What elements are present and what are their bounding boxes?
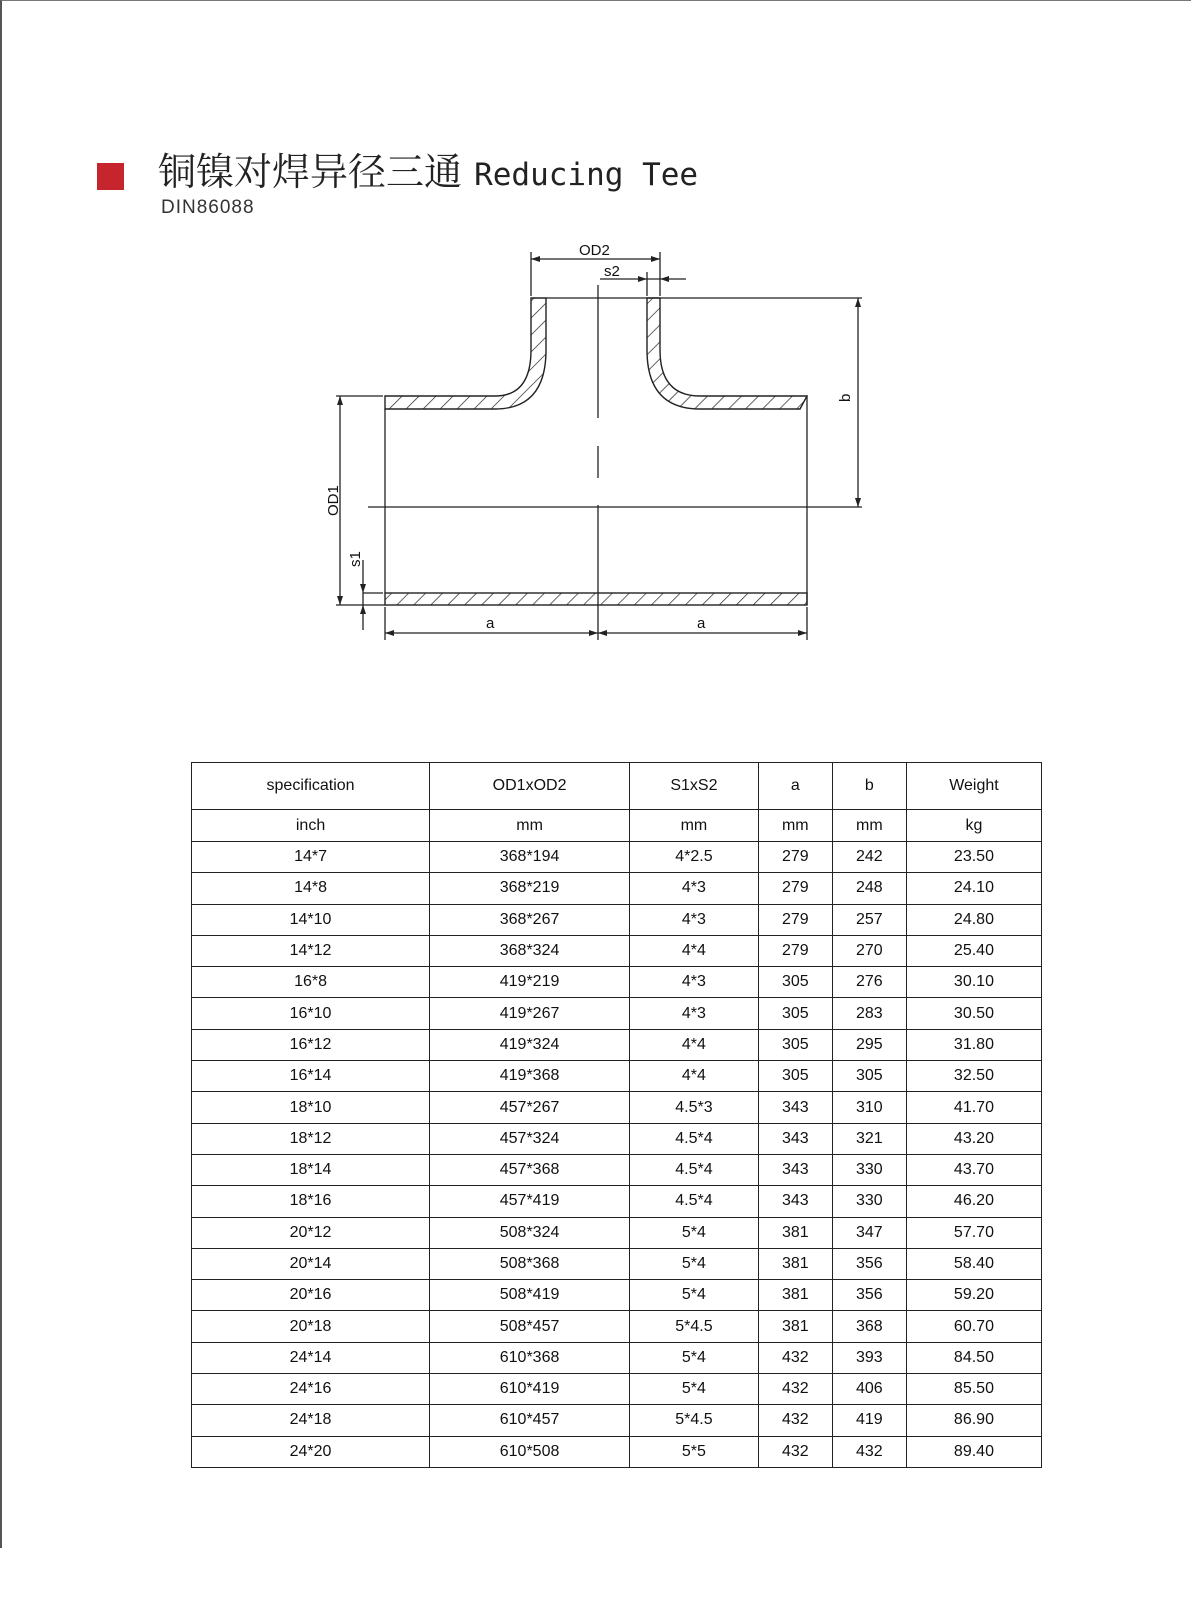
table-cell: 5*4 xyxy=(630,1248,759,1279)
table-cell: 457*324 xyxy=(430,1123,630,1154)
table-cell: 305 xyxy=(758,1061,832,1092)
table-cell: 321 xyxy=(832,1123,906,1154)
table-cell: 18*10 xyxy=(192,1092,430,1123)
table-cell: 419*324 xyxy=(430,1029,630,1060)
table-cell: 18*16 xyxy=(192,1186,430,1217)
table-cell: 46.20 xyxy=(906,1186,1041,1217)
table-cell: 343 xyxy=(758,1186,832,1217)
table-cell: 86.90 xyxy=(906,1405,1041,1436)
table-row xyxy=(192,1280,1042,1311)
table-cell: 432 xyxy=(758,1374,832,1405)
table-cell: 14*12 xyxy=(192,935,430,966)
table-cell: 24.10 xyxy=(906,873,1041,904)
table-cell: 43.20 xyxy=(906,1123,1041,1154)
table-row xyxy=(192,1342,1042,1373)
table-cell: 347 xyxy=(832,1217,906,1248)
table-cell: 356 xyxy=(832,1248,906,1279)
table-cell: 305 xyxy=(758,998,832,1029)
table-cell: 18*14 xyxy=(192,1154,430,1185)
table-cell: 356 xyxy=(832,1280,906,1311)
table-cell: 368 xyxy=(832,1311,906,1342)
table-cell: 23.50 xyxy=(906,842,1041,873)
table-row xyxy=(192,842,1042,873)
unit-row xyxy=(192,810,1042,842)
table-cell: 5*4.5 xyxy=(630,1311,759,1342)
table-cell: 43.70 xyxy=(906,1154,1041,1185)
table-cell: 393 xyxy=(832,1342,906,1373)
page-title xyxy=(158,148,698,199)
table-cell: 279 xyxy=(758,904,832,935)
table-cell: 343 xyxy=(758,1123,832,1154)
table-cell: 419*368 xyxy=(430,1061,630,1092)
column-header: b xyxy=(832,763,906,810)
column-header: Weight xyxy=(906,763,1041,810)
table-cell: 283 xyxy=(832,998,906,1029)
table-row xyxy=(192,1405,1042,1436)
table-cell: 20*16 xyxy=(192,1280,430,1311)
table-cell: 419*219 xyxy=(430,967,630,998)
table-cell: 5*4 xyxy=(630,1280,759,1311)
table-row xyxy=(192,967,1042,998)
table-cell: 343 xyxy=(758,1154,832,1185)
column-header: a xyxy=(758,763,832,810)
column-header: specification xyxy=(192,763,430,810)
table-cell: 59.20 xyxy=(906,1280,1041,1311)
table-cell: 85.50 xyxy=(906,1374,1041,1405)
unit-cell: mm xyxy=(430,810,630,842)
label-b: b xyxy=(837,393,854,402)
table-cell: 25.40 xyxy=(906,935,1041,966)
table-cell: 508*324 xyxy=(430,1217,630,1248)
table-cell: 4*2.5 xyxy=(630,842,759,873)
table-cell: 457*419 xyxy=(430,1186,630,1217)
table-row xyxy=(192,1311,1042,1342)
unit-cell: mm xyxy=(832,810,906,842)
table-row xyxy=(192,1154,1042,1185)
table-cell: 330 xyxy=(832,1186,906,1217)
table-cell: 305 xyxy=(758,1029,832,1060)
table-cell: 24.80 xyxy=(906,904,1041,935)
table-cell: 381 xyxy=(758,1248,832,1279)
table-cell: 30.10 xyxy=(906,967,1041,998)
table-cell: 368*194 xyxy=(430,842,630,873)
spec-table xyxy=(191,762,1042,1468)
table-cell: 343 xyxy=(758,1092,832,1123)
table-cell: 295 xyxy=(832,1029,906,1060)
table-cell: 14*7 xyxy=(192,842,430,873)
label-s2: s2 xyxy=(604,263,620,280)
table-row xyxy=(192,873,1042,904)
table-cell: 279 xyxy=(758,842,832,873)
table-row xyxy=(192,1186,1042,1217)
bottom-wall xyxy=(385,593,807,605)
table-cell: 457*267 xyxy=(430,1092,630,1123)
table-cell: 432 xyxy=(832,1436,906,1467)
table-cell: 330 xyxy=(832,1154,906,1185)
table-row xyxy=(192,1248,1042,1279)
table-cell: 368*219 xyxy=(430,873,630,904)
table-cell: 248 xyxy=(832,873,906,904)
table-cell: 305 xyxy=(758,967,832,998)
table-cell: 16*12 xyxy=(192,1029,430,1060)
table-row xyxy=(192,904,1042,935)
table-cell: 4.5*3 xyxy=(630,1092,759,1123)
table-row xyxy=(192,1029,1042,1060)
unit-cell: mm xyxy=(758,810,832,842)
table-cell: 432 xyxy=(758,1436,832,1467)
table-cell: 5*4 xyxy=(630,1374,759,1405)
table-cell: 610*508 xyxy=(430,1436,630,1467)
table-row xyxy=(192,1217,1042,1248)
label-od2: OD2 xyxy=(579,242,610,259)
table-cell: 432 xyxy=(758,1405,832,1436)
label-s1: s1 xyxy=(347,551,364,567)
table-cell: 381 xyxy=(758,1311,832,1342)
table-cell: 89.40 xyxy=(906,1436,1041,1467)
table-row xyxy=(192,1123,1042,1154)
table-cell: 4*4 xyxy=(630,935,759,966)
unit-cell: inch xyxy=(192,810,430,842)
label-a-right: a xyxy=(697,615,706,632)
table-cell: 257 xyxy=(832,904,906,935)
table-row xyxy=(192,1374,1042,1405)
right-branch-wall xyxy=(647,298,807,409)
table-cell: 16*10 xyxy=(192,998,430,1029)
table-cell: 5*4 xyxy=(630,1217,759,1248)
table-cell: 32.50 xyxy=(906,1061,1041,1092)
table-cell: 20*18 xyxy=(192,1311,430,1342)
table-cell: 4*4 xyxy=(630,1061,759,1092)
table-cell: 20*12 xyxy=(192,1217,430,1248)
table-cell: 270 xyxy=(832,935,906,966)
table-cell: 242 xyxy=(832,842,906,873)
table-cell: 58.40 xyxy=(906,1248,1041,1279)
table-cell: 84.50 xyxy=(906,1342,1041,1373)
table-row xyxy=(192,998,1042,1029)
table-cell: 310 xyxy=(832,1092,906,1123)
table-cell: 406 xyxy=(832,1374,906,1405)
table-cell: 610*419 xyxy=(430,1374,630,1405)
table-cell: 24*20 xyxy=(192,1436,430,1467)
table-row xyxy=(192,1092,1042,1123)
title-chinese: 铜镍对焊异径三通 xyxy=(158,150,463,194)
table-cell: 14*8 xyxy=(192,873,430,904)
table-cell: 5*5 xyxy=(630,1436,759,1467)
label-a-left: a xyxy=(486,615,495,632)
table-cell: 432 xyxy=(758,1342,832,1373)
table-cell: 610*457 xyxy=(430,1405,630,1436)
unit-cell: mm xyxy=(630,810,759,842)
table-cell: 4*3 xyxy=(630,904,759,935)
standard-code: DIN86088 xyxy=(161,197,255,218)
table-row xyxy=(192,1061,1042,1092)
table-body xyxy=(192,842,1042,1468)
table-cell: 4.5*4 xyxy=(630,1123,759,1154)
left-branch-wall xyxy=(385,298,546,409)
table-cell: 16*14 xyxy=(192,1061,430,1092)
table-cell: 4.5*4 xyxy=(630,1154,759,1185)
table-cell: 5*4 xyxy=(630,1342,759,1373)
table-cell: 4*4 xyxy=(630,1029,759,1060)
table-cell: 419 xyxy=(832,1405,906,1436)
table-cell: 14*10 xyxy=(192,904,430,935)
table-cell: 57.70 xyxy=(906,1217,1041,1248)
table-cell: 20*14 xyxy=(192,1248,430,1279)
table-cell: 18*12 xyxy=(192,1123,430,1154)
column-header: OD1xOD2 xyxy=(430,763,630,810)
table-cell: 279 xyxy=(758,873,832,904)
table-row xyxy=(192,1436,1042,1467)
table-row xyxy=(192,935,1042,966)
table-cell: 381 xyxy=(758,1280,832,1311)
label-od1: OD1 xyxy=(325,485,342,516)
table-cell: 381 xyxy=(758,1217,832,1248)
unit-cell: kg xyxy=(906,810,1041,842)
table-cell: 4*3 xyxy=(630,873,759,904)
table-cell: 508*368 xyxy=(430,1248,630,1279)
table-cell: 4.5*4 xyxy=(630,1186,759,1217)
table-cell: 610*368 xyxy=(430,1342,630,1373)
table-cell: 24*14 xyxy=(192,1342,430,1373)
table-cell: 276 xyxy=(832,967,906,998)
table-cell: 41.70 xyxy=(906,1092,1041,1123)
reducing-tee-drawing xyxy=(300,235,900,645)
table-cell: 24*18 xyxy=(192,1405,430,1436)
table-cell: 305 xyxy=(832,1061,906,1092)
table-cell: 5*4.5 xyxy=(630,1405,759,1436)
table-cell: 16*8 xyxy=(192,967,430,998)
table-cell: 368*267 xyxy=(430,904,630,935)
table-cell: 279 xyxy=(758,935,832,966)
table-cell: 4*3 xyxy=(630,998,759,1029)
table-cell: 4*3 xyxy=(630,967,759,998)
column-header: S1xS2 xyxy=(630,763,759,810)
table-cell: 368*324 xyxy=(430,935,630,966)
title-accent-square xyxy=(97,163,124,190)
table-cell: 508*457 xyxy=(430,1311,630,1342)
table-cell: 24*16 xyxy=(192,1374,430,1405)
table-cell: 419*267 xyxy=(430,998,630,1029)
title-english: Reducing Tee xyxy=(474,157,699,193)
table-cell: 457*368 xyxy=(430,1154,630,1185)
header-row xyxy=(192,763,1042,810)
table-cell: 30.50 xyxy=(906,998,1041,1029)
table-cell: 31.80 xyxy=(906,1029,1041,1060)
table-cell: 508*419 xyxy=(430,1280,630,1311)
table-cell: 60.70 xyxy=(906,1311,1041,1342)
